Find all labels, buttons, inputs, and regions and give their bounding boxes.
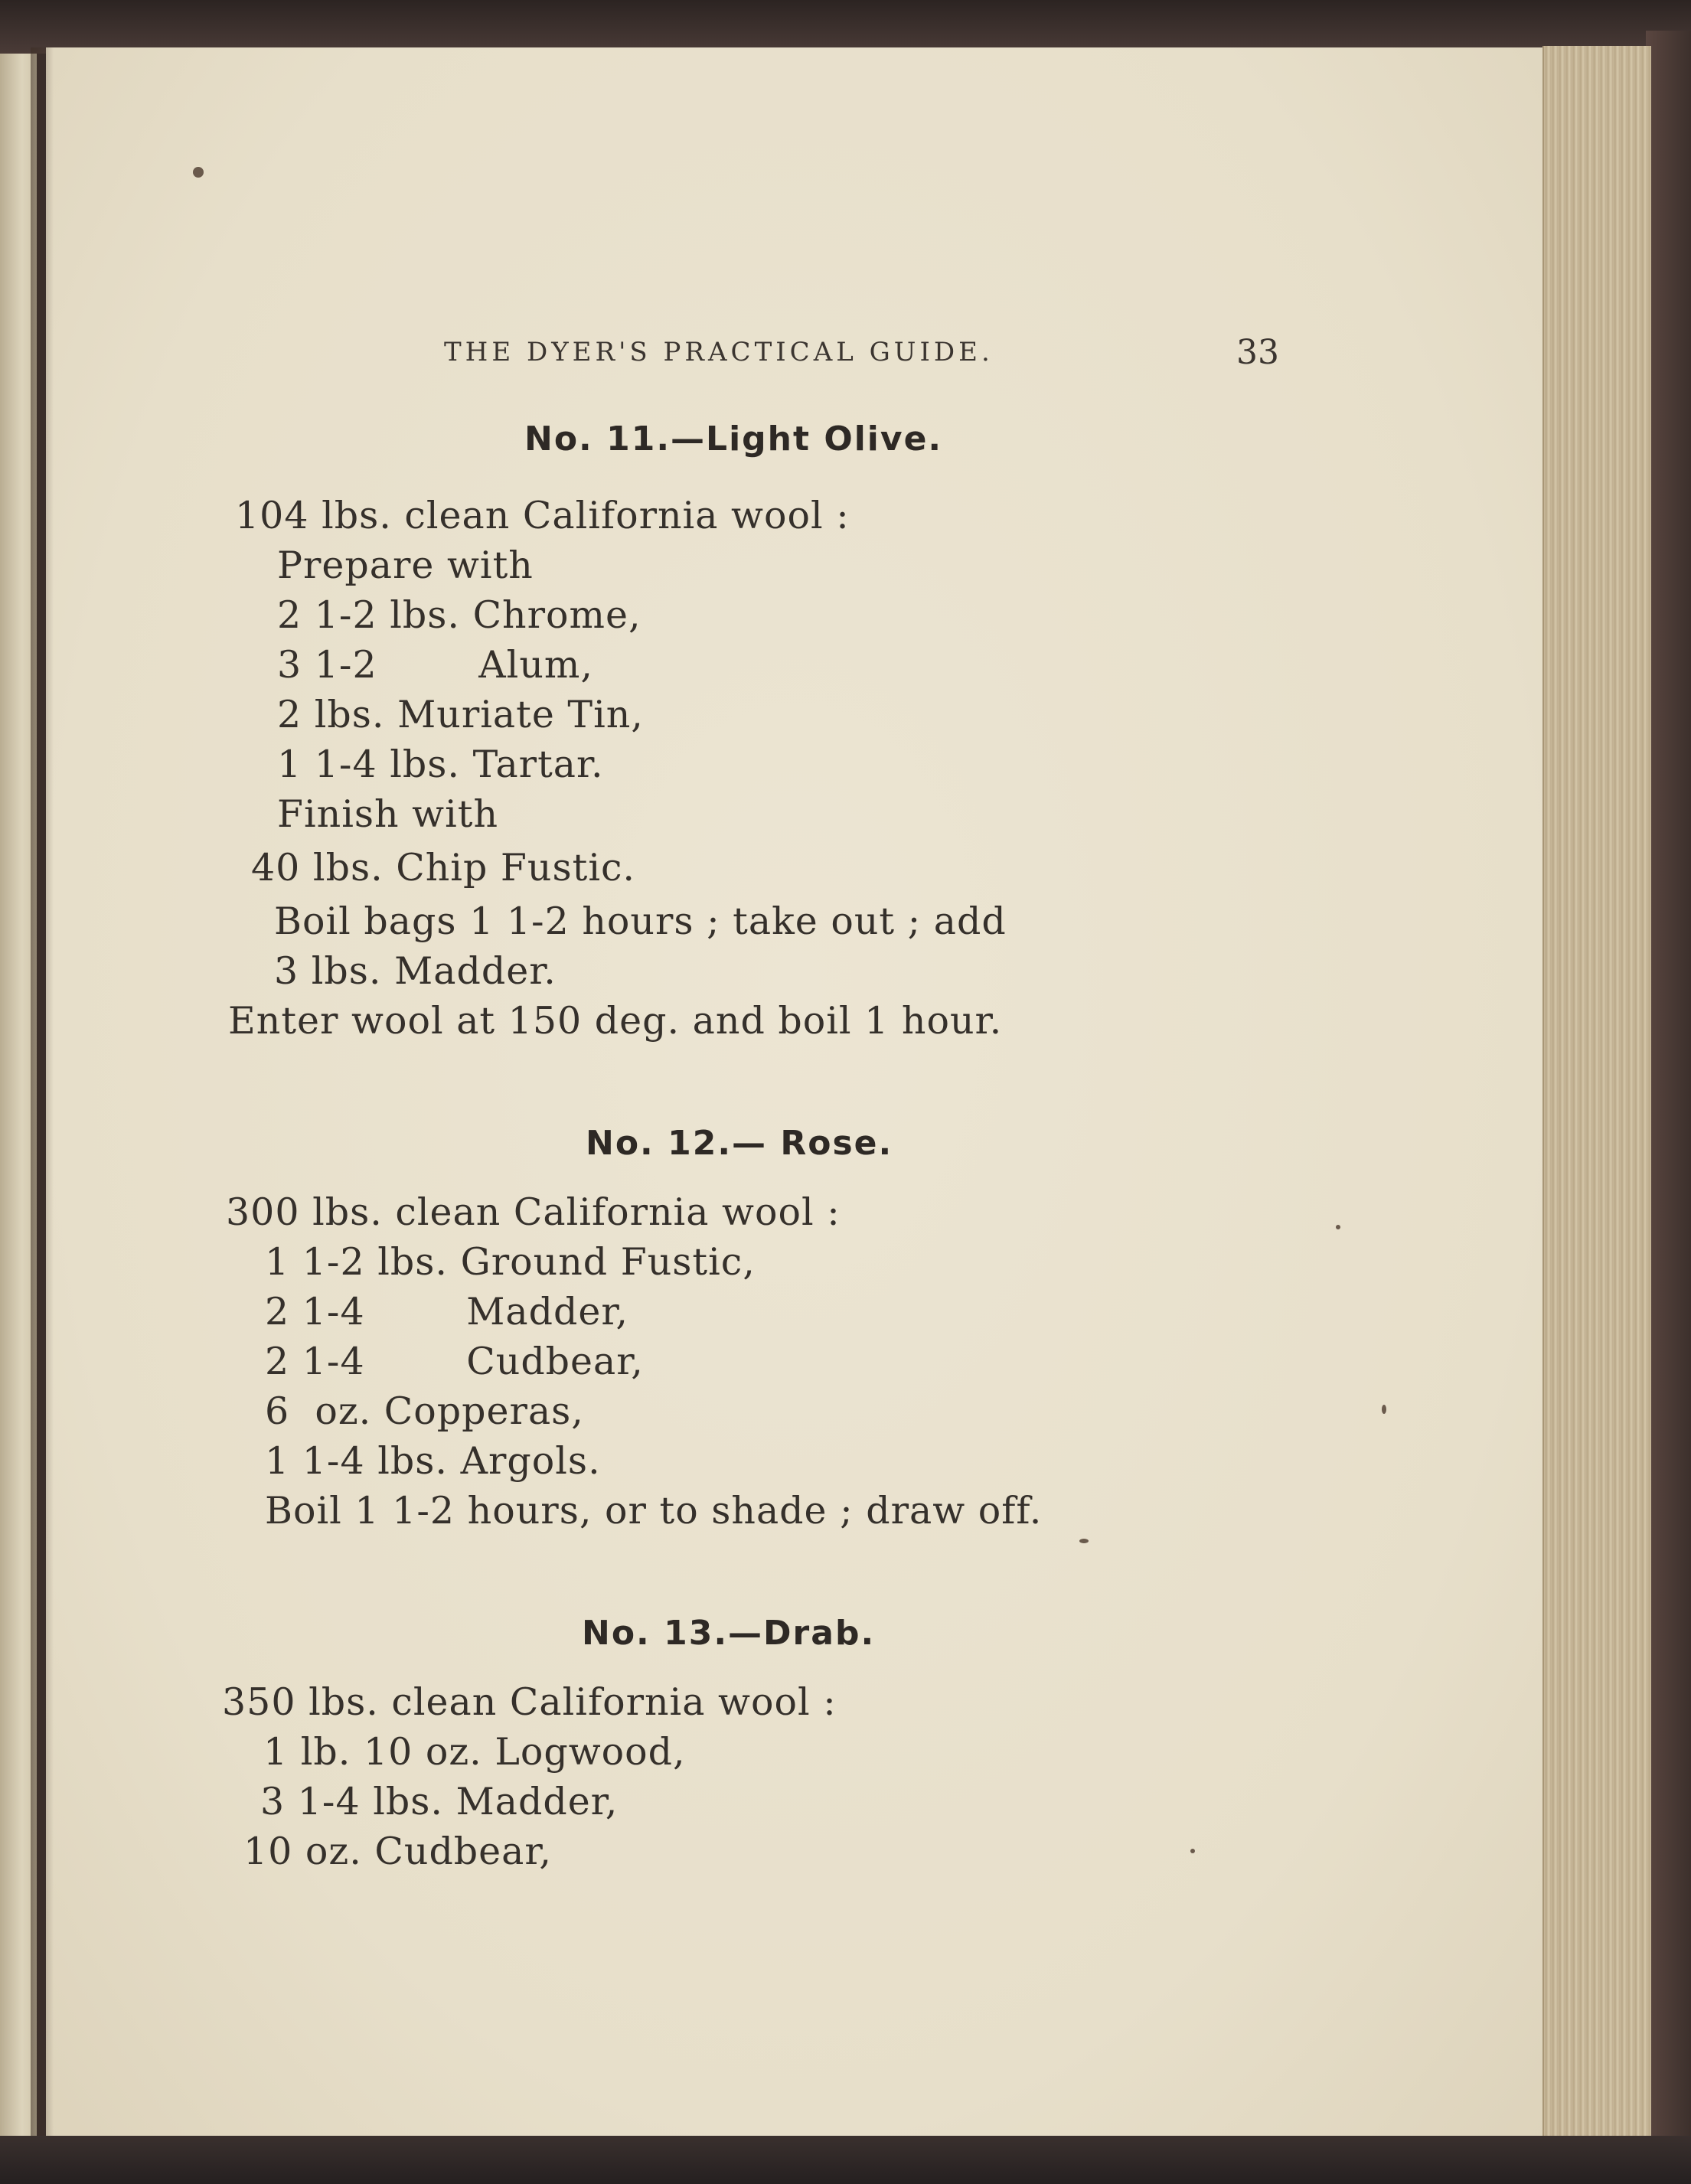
running-head: THE DYER'S PRACTICAL GUIDE. [444,337,994,367]
recipe-heading-11: No. 11.—Light Olive. [524,419,943,459]
recipe-11-line: Prepare with [277,544,534,587]
book-cover-bottom [0,2136,1691,2184]
page-edges [1542,46,1651,2143]
recipe-12-line: Boil 1 1-2 hours, or to shade ; draw off. [265,1489,1043,1533]
recipe-12-line: 300 lbs. clean California wool : [226,1190,841,1234]
recipe-11-line: Enter wool at 150 deg. and boil 1 hour. [228,999,1003,1043]
recipe-11-line: 40 lbs. Chip Fustic. [251,846,636,890]
paper-speck [1336,1225,1340,1229]
recipe-11-line: 2 1-2 lbs. Chrome, [277,593,641,637]
recipe-11-line: 3 lbs. Madder. [274,949,557,993]
paper-speck [1079,1539,1089,1543]
recipe-11-line: 104 lbs. clean California wool : [235,494,850,537]
recipe-11-line: 3 1-2 Alum, [277,643,593,687]
recipe-11-line: 2 lbs. Muriate Tin, [277,693,644,736]
recipe-11-line: Finish with [277,792,499,836]
recipe-12-line: 2 1-4 Madder, [265,1290,628,1334]
recipe-heading-12: No. 12.— Rose. [586,1124,893,1163]
paper-speck [193,167,204,178]
book-cover-right [1646,31,1691,2159]
recipe-13-line: 1 lb. 10 oz. Logwood, [263,1730,686,1774]
recipe-12-line: 6 oz. Copperas, [265,1389,584,1433]
recipe-13-line: 350 lbs. clean California wool : [222,1680,837,1724]
recipe-11-line: Boil bags 1 1-2 hours ; take out ; add [274,899,1007,943]
page-number: 33 [1236,333,1279,372]
recipe-13-line: 3 1-4 lbs. Madder, [260,1780,619,1823]
recipe-12-line: 1 1-2 lbs. Ground Fustic, [265,1240,756,1284]
spine-shadow [31,47,54,2145]
book-cover-top [0,0,1691,54]
paper-speck [1190,1849,1195,1853]
recipe-13-line: 10 oz. Cudbear, [243,1830,553,1873]
paper-speck [1382,1405,1386,1414]
recipe-12-line: 1 1-4 lbs. Argols. [265,1439,601,1483]
recipe-12-line: 2 1-4 Cudbear, [265,1340,644,1383]
recipe-11-line: 1 1-4 lbs. Tartar. [277,743,604,786]
recipe-heading-13: No. 13.—Drab. [582,1614,876,1653]
